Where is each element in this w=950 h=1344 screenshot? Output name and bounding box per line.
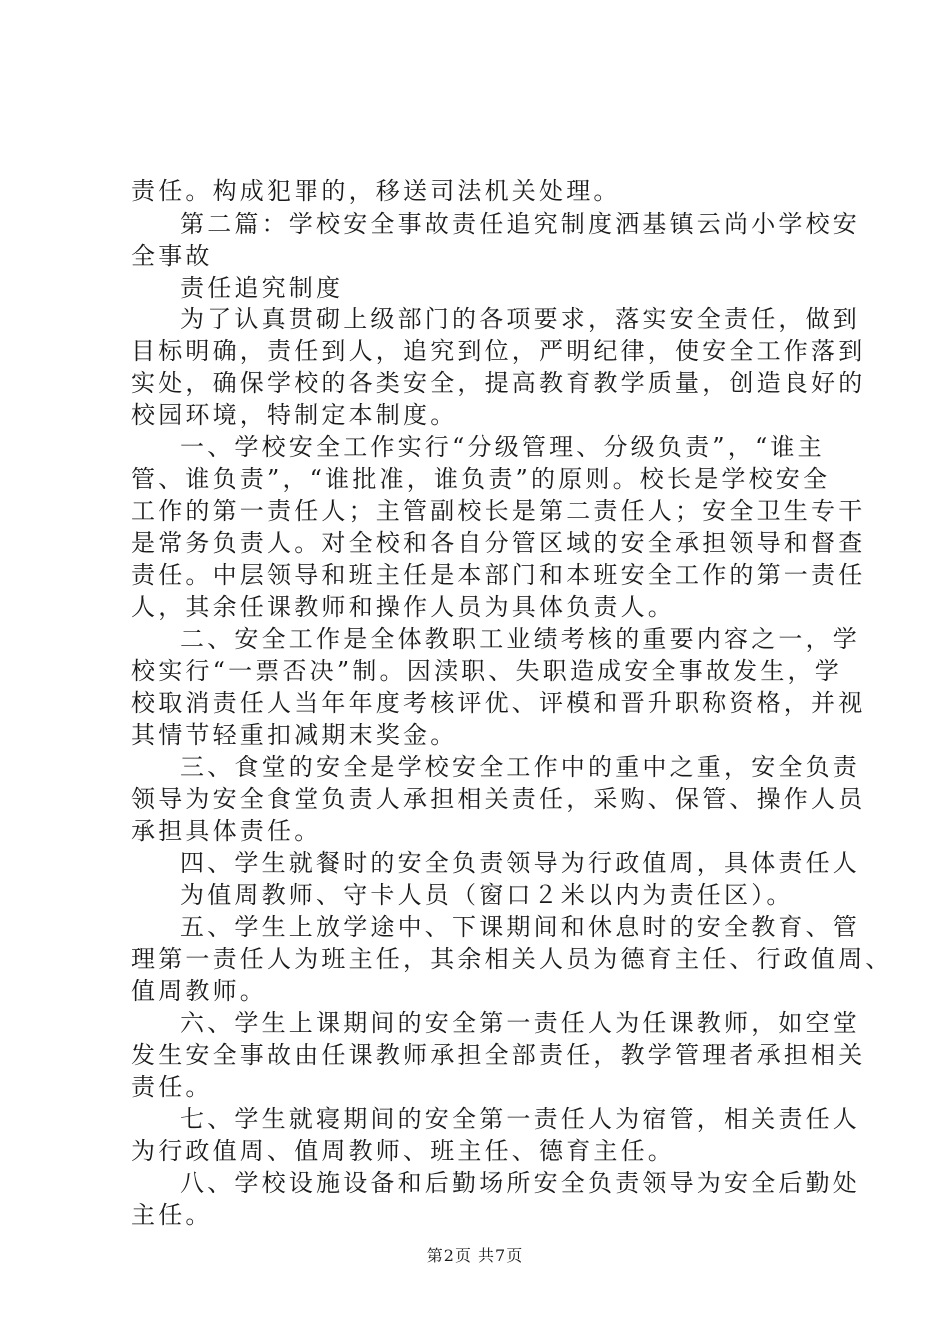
text-line: 人，其余任课教师和操作人员为具体负责人。	[131, 593, 675, 621]
text-line: 八、学校设施设备和后勤场所安全负责领导为安全后勤处	[180, 1169, 860, 1197]
text-line: 为行政值周、值周教师、班主任、德育主任。	[131, 1137, 675, 1165]
text-line: 为值周教师、守卡人员（窗口２米以内为责任区）。	[180, 881, 794, 909]
text-line: 七、学生就寝期间的安全第一责任人为宿管，相关责任人	[180, 1105, 860, 1133]
text-line: 承担具体责任。	[131, 817, 322, 845]
text-line: 三、食堂的安全是学校安全工作中的重中之重，安全负责	[180, 753, 860, 781]
text-line: 四、学生就餐时的安全负责领导为行政值周，具体责任人	[180, 849, 860, 877]
text-line: 领导为安全食堂负责人承担相关责任，采购、保管、操作人员	[131, 785, 866, 813]
text-line: 责任追究制度	[180, 274, 344, 302]
text-line: 为了认真贯砌上级部门的各项要求，落实安全责任，做到	[180, 305, 860, 333]
text-line: 实处，确保学校的各类安全，提高教育教学质量，创造良好的	[131, 369, 866, 397]
text-line: 全事故	[131, 242, 213, 270]
text-line: 发生安全事故由任课教师承担全部责任，教学管理者承担相关	[131, 1041, 866, 1069]
text-line: 目标明确，责任到人，追究到位，严明纪律，使安全工作落到	[131, 337, 866, 365]
text-line: 理第一责任人为班主任，其余相关人员为德育主任、行政值周、	[131, 945, 893, 973]
text-line: 责任。中层领导和班主任是本部门和本班安全工作的第一责任	[131, 561, 866, 589]
page-footer: 第2页 共7页	[426, 1246, 524, 1265]
text-line: 五、学生上放学途中、下课期间和休息时的安全教育、管	[180, 913, 860, 941]
text-line: 一、学校安全工作实行“分级管理、分级负责”，“谁主	[180, 433, 825, 461]
text-line: 工作的第一责任人；主管副校长是第二责任人；安全卫生专干	[131, 497, 866, 525]
text-line: 校园环境，特制定本制度。	[131, 401, 458, 429]
text-line: 主任。	[131, 1201, 213, 1229]
text-line: 是常务负责人。对全校和各自分管区域的安全承担领导和督查	[131, 529, 866, 557]
text-line: 管、谁负责”，“谁批准，谁负责”的原则。校长是学校安全	[131, 465, 831, 493]
text-line: 责任。	[131, 1073, 213, 1101]
text-line: 校实行“一票否决”制。因渎职、失职造成安全事故发生，学	[131, 657, 842, 685]
text-line: 二、安全工作是全体教职工业绩考核的重要内容之一，学	[180, 625, 860, 653]
text-line: 值周教师。	[131, 977, 267, 1005]
text-line: 第二篇：学校安全事故责任追究制度洒基镇云尚小学校安	[180, 210, 860, 238]
text-line: 其情节轻重扣减期末奖金。	[131, 721, 458, 749]
text-line: 责任。构成犯罪的，移送司法机关处理。	[131, 177, 621, 205]
text-line: 校取消责任人当年年度考核评优、评模和晋升职称资格，并视	[131, 689, 866, 717]
text-line: 六、学生上课期间的安全第一责任人为任课教师，如空堂	[180, 1009, 860, 1037]
